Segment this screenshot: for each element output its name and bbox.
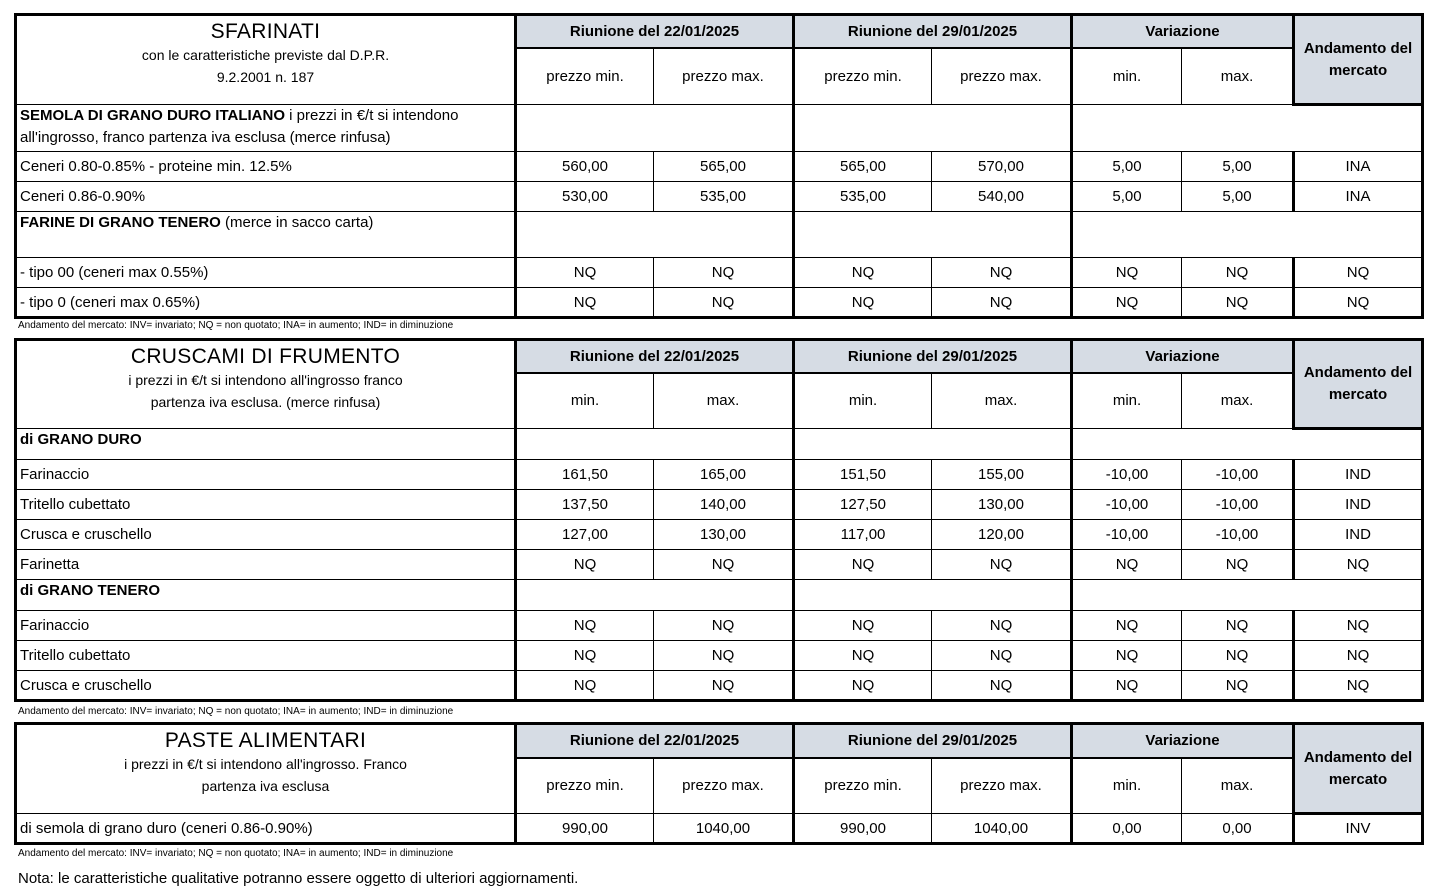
legend-note: Andamento del mercato: INV= invariato; NQ = non quotato; INA= in aumento; IND= in diminuzione: [18, 320, 454, 331]
col-prezzo-min: prezzo min.: [516, 758, 654, 814]
table-row: - tipo 0 (ceneri max 0.65%) NQ NQ NQ NQ NQ NQ NQ: [16, 288, 1423, 318]
paste-subtitle-1: i prezzi in €/t si intendono all'ingrosso. Franco: [124, 756, 407, 772]
variazione-header: Variazione: [1072, 15, 1294, 48]
sfarinati-header: [16, 15, 516, 105]
meeting-1-header: Riunione del 22/01/2025: [516, 340, 794, 373]
col-prezzo-min: prezzo min.: [794, 48, 932, 105]
table-row: Crusca e cruschello 127,00 130,00 117,00 120,00 -10,00 -10,00 IND: [16, 520, 1423, 550]
col-max: max.: [1182, 758, 1294, 814]
legend-note: Andamento del mercato: INV= invariato; NQ = non quotato; INA= in aumento; IND= in diminuzione: [18, 848, 454, 859]
col-prezzo-max: prezzo max.: [654, 758, 794, 814]
table-row: Tritello cubettato NQ NQ NQ NQ NQ NQ NQ: [16, 641, 1423, 671]
meeting-1-header: Riunione del 22/01/2025: [516, 724, 794, 758]
cruscami-header: [16, 340, 516, 429]
section-farine: FARINE DI GRANO TENERO (merce in sacco carta): [16, 212, 516, 258]
col-max: max.: [1182, 48, 1294, 105]
sfarinati-title: SFARINATI: [210, 20, 321, 43]
table-row: Farinetta NQ NQ NQ NQ NQ NQ NQ: [16, 550, 1423, 580]
cruscami-subtitle-1: i prezzi in €/t si intendono all'ingrosso franco: [128, 372, 403, 388]
col-min: min.: [516, 373, 654, 429]
col-prezzo-max: prezzo max.: [932, 48, 1072, 105]
variazione-header: Variazione: [1072, 724, 1294, 758]
col-min: min.: [1072, 373, 1182, 429]
table-row: - tipo 00 (ceneri max 0.55%) NQ NQ NQ NQ NQ NQ NQ: [16, 258, 1423, 288]
col-min: min.: [1072, 48, 1182, 105]
section-grano-tenero: di GRANO TENERO: [16, 580, 516, 611]
col-min: min.: [1072, 758, 1182, 814]
meeting-1-header: Riunione del 22/01/2025: [516, 15, 794, 48]
meeting-2-header: Riunione del 29/01/2025: [794, 15, 1072, 48]
table-row: Ceneri 0.80-0.85% - proteine min. 12.5% 560,00 565,00 565,00 570,00 5,00 5,00 INA: [16, 152, 1423, 182]
col-prezzo-max: prezzo max.: [932, 758, 1072, 814]
cruscami-table: [14, 338, 1424, 702]
col-prezzo-min: prezzo min.: [516, 48, 654, 105]
paste-subtitle-2: partenza iva esclusa: [201, 778, 330, 794]
cruscami-title: CRUSCAMI DI FRUMENTO: [130, 345, 401, 368]
table-row: Farinaccio 161,50 165,00 151,50 155,00 -10,00 -10,00 IND: [16, 460, 1423, 490]
sfarinati-table: [14, 13, 1424, 319]
table-row: Farinaccio NQ NQ NQ NQ NQ NQ NQ: [16, 611, 1423, 641]
section-semola: SEMOLA DI GRANO DURO ITALIANO i prezzi in €/t si intendono all'ingrosso, franco partenza iva esclusa (merce rinfusa): [16, 105, 516, 152]
legend-note: Andamento del mercato: INV= invariato; NQ = non quotato; INA= in aumento; IND= in diminuzione: [18, 706, 454, 717]
col-prezzo-min: prezzo min.: [794, 758, 932, 814]
table-row: Crusca e cruschello NQ NQ NQ NQ NQ NQ NQ: [16, 671, 1423, 701]
meeting-2-header: Riunione del 29/01/2025: [794, 340, 1072, 373]
col-max: max.: [932, 373, 1072, 429]
nota-footnote: Nota: le caratteristiche qualitative potranno essere oggetto di ulteriori aggiornamenti.: [18, 870, 579, 887]
variazione-header: Variazione: [1072, 340, 1294, 373]
col-max: max.: [1182, 373, 1294, 429]
sfarinati-subtitle-2: 9.2.2001 n. 187: [216, 69, 315, 85]
col-min: min.: [794, 373, 932, 429]
meeting-2-header: Riunione del 29/01/2025: [794, 724, 1072, 758]
andamento-header: Andamento del mercato: [1294, 15, 1423, 105]
paste-header: [16, 724, 516, 814]
section-grano-duro: di GRANO DURO: [16, 429, 516, 460]
table-row: Tritello cubettato 137,50 140,00 127,50 130,00 -10,00 -10,00 IND: [16, 490, 1423, 520]
paste-title: PASTE ALIMENTARI: [164, 729, 367, 752]
col-max: max.: [654, 373, 794, 429]
col-prezzo-max: prezzo max.: [654, 48, 794, 105]
table-row: di semola di grano duro (ceneri 0.86-0.90%) 990,00 1040,00 990,00 1040,00 0,00 0,00 INV: [16, 814, 1423, 844]
table-row: Ceneri 0.86-0.90% 530,00 535,00 535,00 540,00 5,00 5,00 INA: [16, 182, 1423, 212]
paste-table: [14, 722, 1424, 845]
sfarinati-subtitle-1: con le caratteristiche previste dal D.P.R.: [141, 47, 390, 63]
cruscami-subtitle-2: partenza iva esclusa. (merce rinfusa): [150, 394, 381, 410]
andamento-header: Andamento del mercato: [1294, 724, 1423, 814]
andamento-header: Andamento del mercato: [1294, 340, 1423, 429]
